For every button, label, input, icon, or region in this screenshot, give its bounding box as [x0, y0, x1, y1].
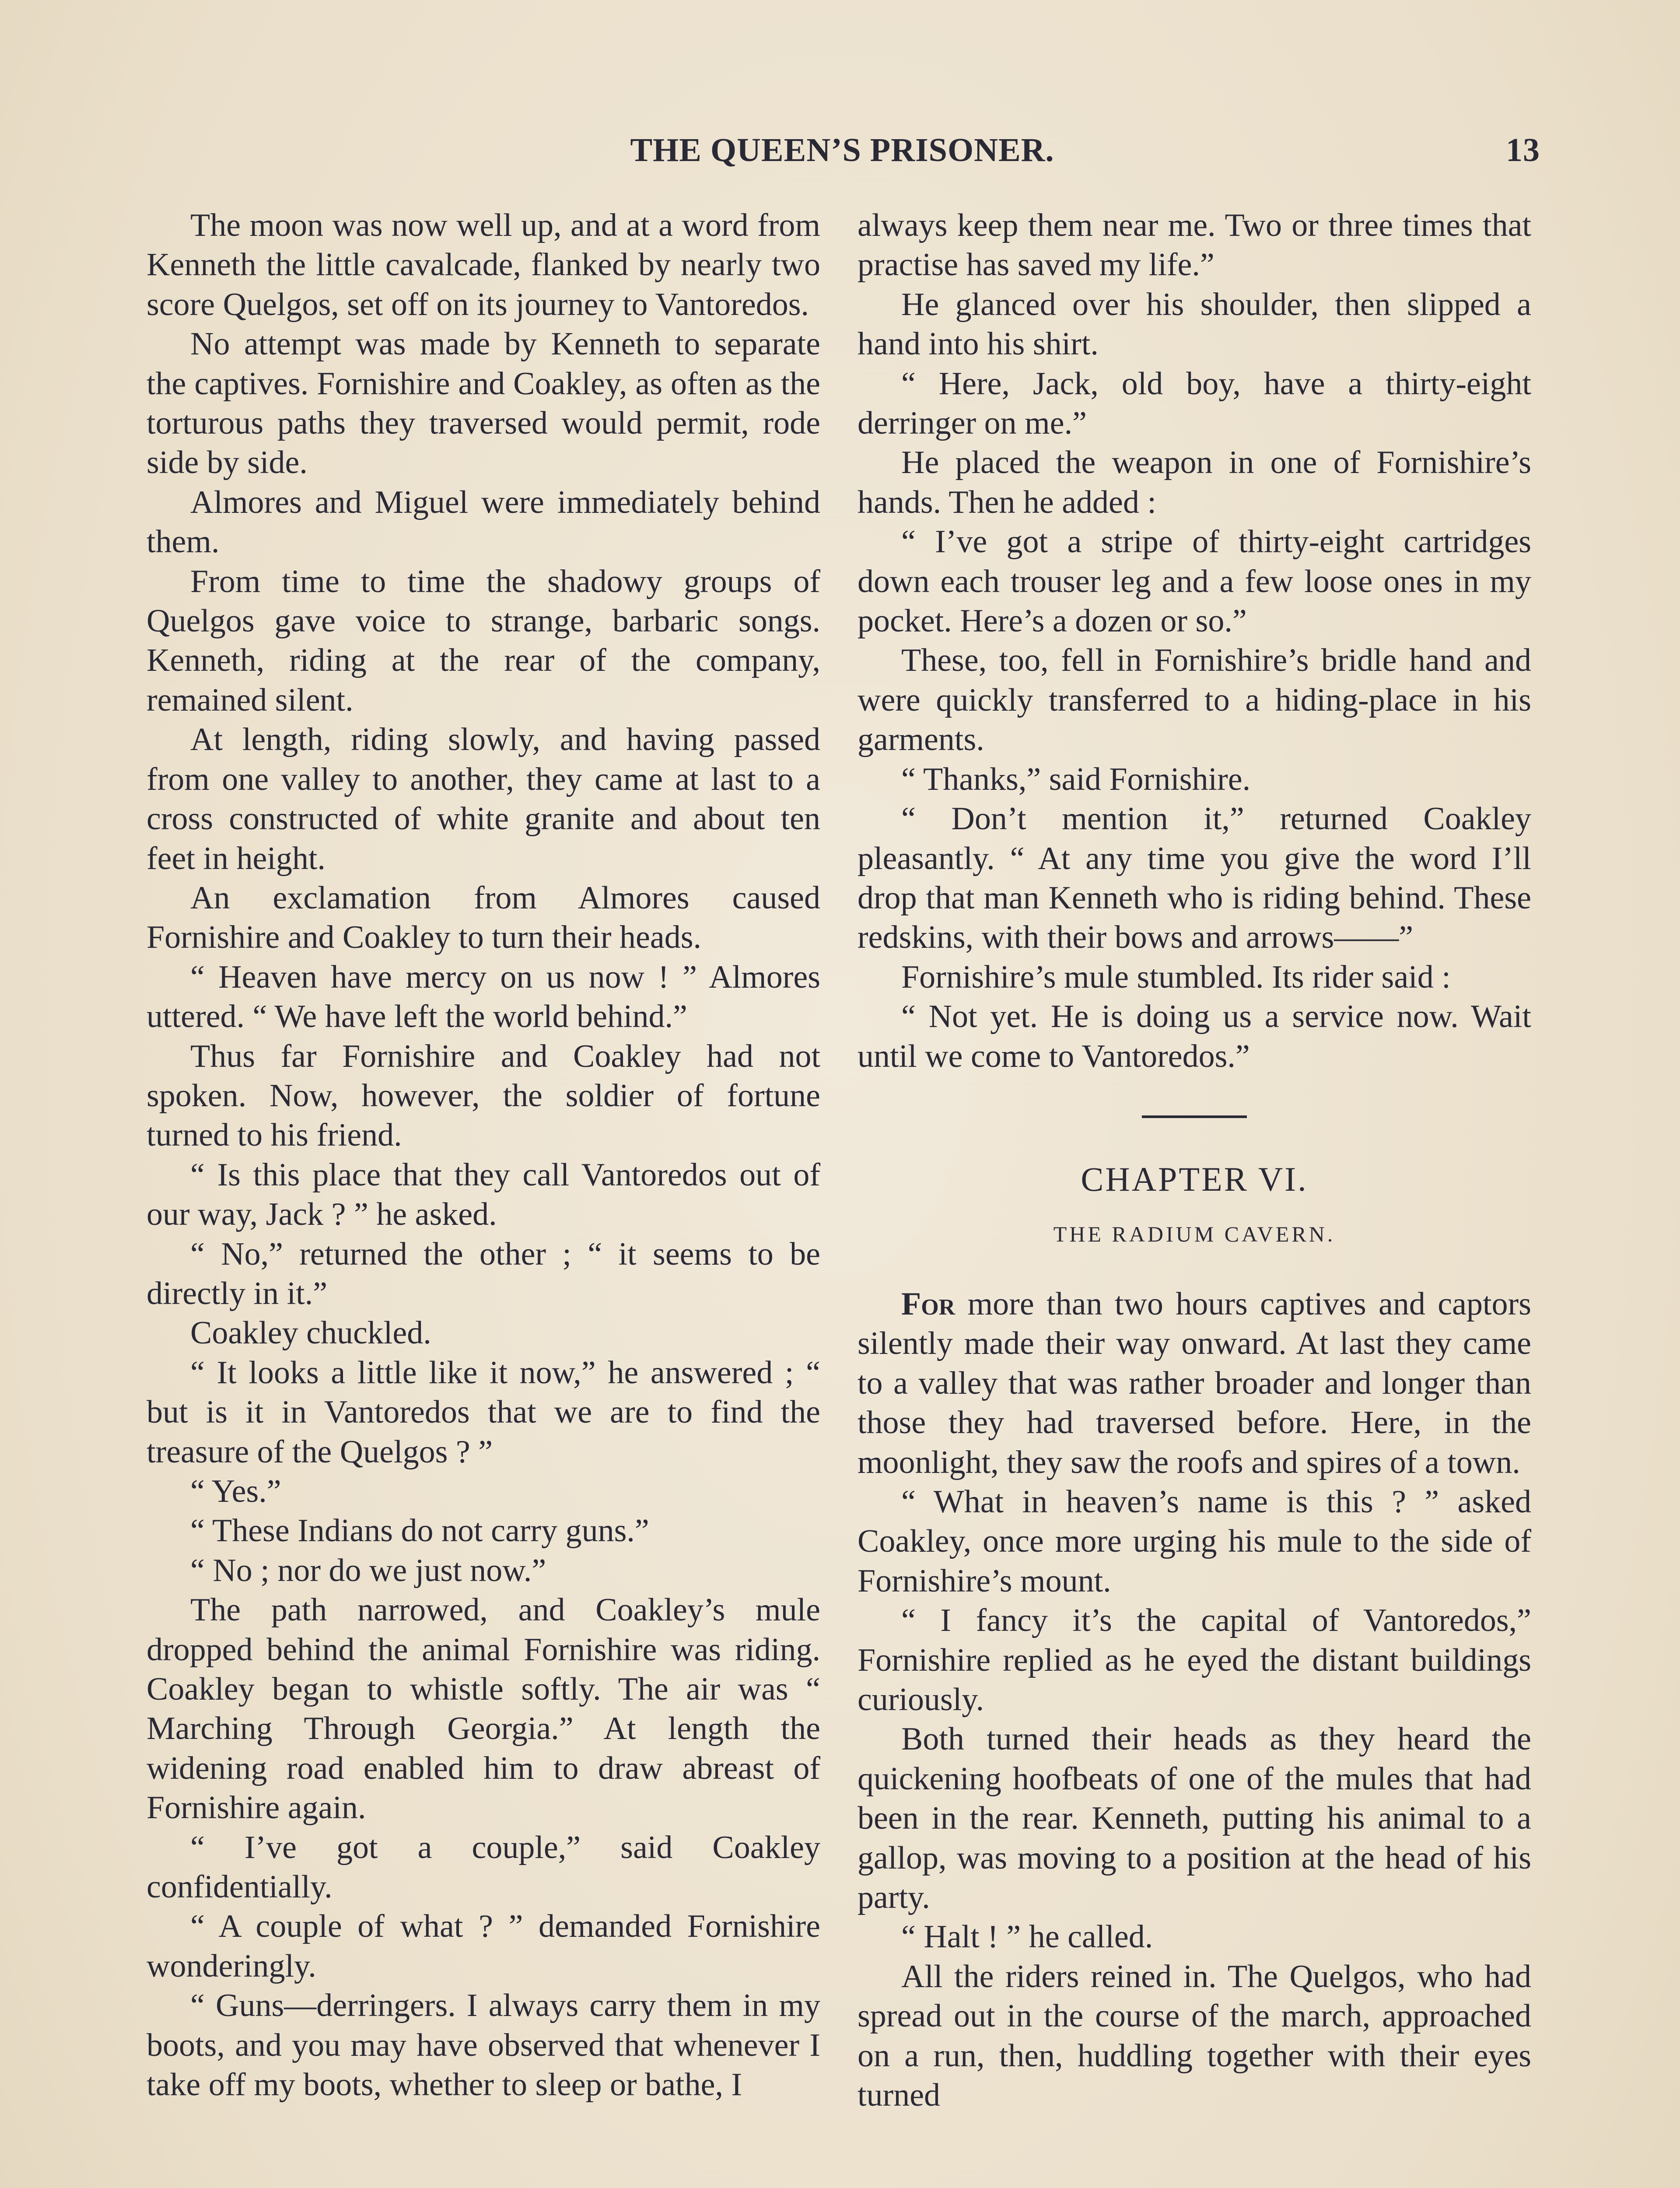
paragraph: “ Yes.”: [190, 1473, 281, 1509]
paragraph: “ What in heaven’s name is this ? ” asked Coakley, once more urging his mule to the side of Fornishire’s mount.: [858, 1483, 1531, 1599]
paragraph: “ Here, Jack, old boy, have a thirty-eight derringer on me.”: [858, 365, 1531, 442]
paragraph: Almores and Miguel were immediately behind them.: [147, 484, 820, 560]
paragraph: “ Heaven have mercy on us now ! ” Almores uttered. “ We have left the world behind.”: [147, 959, 820, 1035]
paragraph: “ It looks a little like it now,” he answered ; “ but is it in Vantoredos that we are to find the treasure of the Quelgos ? ”: [147, 1354, 820, 1470]
opening-word: For: [901, 1286, 956, 1322]
paragraph: “ A couple of what ? ” demanded Fornishire wonderingly.: [147, 1908, 820, 1984]
paragraph: “ Guns—derringers. I always carry them in my boots, and you may have observed that whenever I take off my boots, whether to sleep or bathe, I: [147, 1988, 820, 2103]
paragraph: The path narrowed, and Coakley’s mule dropped behind the animal Fornishire was riding. Coakley began to whistle softly. The air was “ Marching Through Georgia.” At length the widening road enabled him to draw abreast of Fornishire again.: [147, 1592, 820, 1826]
paragraph: “ These Indians do not carry guns.”: [190, 1513, 649, 1549]
right-column: [858, 206, 1531, 2115]
paragraph: “ I’ve got a couple,” said Coakley confidentially.: [147, 1829, 820, 1905]
paragraph: Coakley chuckled.: [190, 1315, 431, 1351]
paragraph: At length, riding slowly, and having passed from one valley to another, they came at last to a cross constructed of white granite and about ten feet in height.: [147, 722, 820, 877]
chapter-opening-paragraph: [858, 1284, 1531, 1482]
paragraph: “ Thanks,” said Fornishire.: [901, 761, 1251, 797]
paragraph: Fornishire’s mule stumbled. Its rider said :: [901, 959, 1451, 995]
paragraph: “ Don’t mention it,” returned Coakley pleasantly. “ At any time you give the word I’ll drop that man Kenneth who is riding behind. These redskins, with their bows and arrows——”: [858, 801, 1531, 956]
left-column: [147, 206, 820, 2105]
paragraph: These, too, fell in Fornishire’s bridle hand and were quickly transferred to a hiding-place in his garments.: [858, 642, 1531, 758]
paragraph: “ Not yet. He is doing us a service now. Wait until we come to Vantoredos.”: [858, 999, 1531, 1074]
opening-text: more than two hours captives and captors silently made their way onward. At last they came to a valley that was rather broader and longer than those they had traversed before. Here, in the moonlight, they saw the roofs and spires of a town.: [858, 1286, 1531, 1480]
paragraph: All the riders reined in. The Quelgos, who had spread out in the course of the march, approached on a run, then, huddling together with their eyes turned: [858, 1958, 1531, 2114]
section-divider: [1142, 1115, 1247, 1118]
running-title: THE QUEEN’S PRISONER.: [630, 132, 1054, 168]
paragraph: “ Halt ! ” he called.: [901, 1919, 1153, 1955]
paragraph: “ I fancy it’s the capital of Vantoredos,” Fornishire replied as he eyed the distant buildings curiously.: [858, 1602, 1531, 1718]
paragraph: “ Is this place that they call Vantoredos out of our way, Jack ? ” he asked.: [147, 1157, 820, 1233]
paragraph: No attempt was made by Kenneth to separate the captives. Fornishire and Coakley, as often as the torturous paths they traversed would permit, rode side by side.: [147, 326, 820, 481]
chapter-title: CHAPTER VI.: [1081, 1160, 1308, 1198]
paragraph: “ No,” returned the other ; “ it seems to be directly in it.”: [147, 1236, 820, 1311]
paragraph: Thus far Fornishire and Coakley had not spoken. Now, however, the soldier of fortune turned to his friend.: [147, 1038, 820, 1154]
paragraph: “ I’ve got a stripe of thirty-eight cartridges down each trouser leg and a few loose ones in my pocket. Here’s a dozen or so.”: [858, 524, 1531, 639]
paragraph: An exclamation from Almores caused Fornishire and Coakley to turn their heads.: [147, 880, 820, 956]
page-header: [144, 131, 1540, 179]
page-number: 13: [1506, 132, 1540, 168]
paragraph: always keep them near me. Two or three times that practise has saved my life.”: [858, 207, 1531, 283]
paragraph: He glanced over his shoulder, then slipped a hand into his shirt.: [858, 286, 1531, 362]
chapter-subtitle: THE RADIUM CAVERN.: [1053, 1221, 1336, 1246]
paragraph: Both turned their heads as they heard the quickening hoofbeats of one of the mules that had been in the rear. Kenneth, putting his animal to a gallop, was moving to a position at the head of his party.: [858, 1721, 1531, 1916]
paragraph: The moon was now well up, and at a word from Kenneth the little cavalcade, flanked by nearly two score Quelgos, set off on its journey to Vantoredos.: [147, 207, 820, 323]
paragraph: From time to time the shadowy groups of Quelgos gave voice to strange, barbaric songs. Kenneth, riding at the rear of the company, remained silent.: [147, 563, 820, 718]
paragraph: He placed the weapon in one of Fornishire’s hands. Then he added :: [858, 445, 1531, 520]
paragraph: “ No ; nor do we just now.”: [190, 1552, 546, 1588]
